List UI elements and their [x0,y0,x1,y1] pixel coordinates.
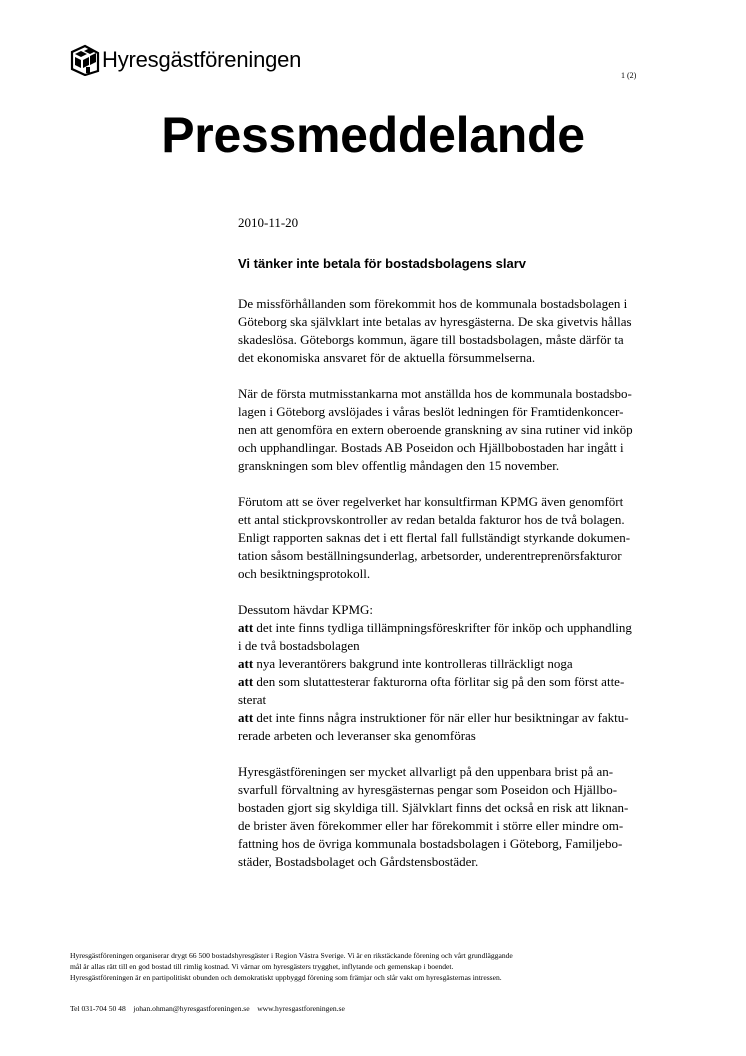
paragraph-3 [238,493,664,583]
att-keyword: att [238,674,254,689]
paragraph-line: nen att genomföra en extern oberoende granskning av sina rutiner vid inköp [238,422,633,437]
paragraph-line: tation såsom beställningsunderlag, arbetsorder, underentreprenörsfakturor [238,548,622,563]
paragraph-line: Göteborg ska självklart inte betalas av hyresgästerna. De ska givetvis hållas [238,314,632,329]
att-keyword: att [238,656,254,671]
headline: Vi tänker inte betala för bostadsbolagens slarv [238,256,527,271]
footer-line: Hyresgästföreningen organiserar drygt 66 500 bostadshyresgäster i Region Västra Sverige. Vi är en rikstäckande förening och vårt grundläggande [70,951,513,960]
paragraph-line: ett antal stickprovskontroller av redan betalda fakturor hos de två bolagen. [238,512,625,527]
paragraph-line: lagen i Göteborg avslöjades i våras beslöt ledningen för Framtidenkoncer- [238,404,624,419]
paragraph-line: och upphandlingar. Bostads AB Poseidon och Hjällbobostaden har ingått i [238,440,624,455]
footer-contact [70,1004,345,1013]
email-link[interactable]: johan.ohman@hyresgastforeningen.se [133,1004,250,1013]
paragraph-4 [238,763,664,871]
list-item: att det inte finns tydliga tillämpningsföreskrifter för inköp och upphandling [238,620,632,635]
paragraph-2 [238,385,664,475]
att-keyword: att [238,620,254,635]
paragraph-line: de brister även förekommer eller har förekommit i större eller mindre om- [238,818,624,833]
press-release-body [238,214,664,889]
list-item: att den som slutattesterar fakturorna ofta förlitar sig på den som först atte- [238,674,625,689]
list-intro: Dessutom hävdar KPMG: [238,602,374,617]
paragraph-line: och besiktningsprotokoll. [238,566,371,581]
paragraph-line: Enligt rapporten saknas det i ett flertal fall fullständigt styrkande dokumen- [238,530,631,545]
paragraph-1 [238,295,664,367]
paragraph-line: det ekonomiska ansvaret för de aktuella försummelserna. [238,350,536,365]
logo [70,44,301,76]
page-title: Pressmeddelande [161,107,585,163]
paragraph-line: granskningen som blev offentlig måndagen den 15 november. [238,458,560,473]
paragraph-line: De missförhållanden som förekommit hos de kommunala bostadsbolagen i [238,296,628,311]
list-item-continuation: i de två bostadsbolagen [238,638,360,653]
logo-text: Hyresgästföreningen [102,47,302,72]
paragraph-line: svarfull förvaltning av hyresgästernas pengar som Poseidon och Hjällbo- [238,782,618,797]
house-logo-icon [70,44,100,76]
kpmg-findings-list [238,601,664,745]
list-item: att det inte finns några instruktioner för när eller hur besiktningar av faktu- [238,710,629,725]
paragraph-line: städer, Bostadsbolaget och Gårdstensbostäder. [238,854,479,869]
phone-number: Tel 031-704 50 48 [70,1004,126,1013]
footer-line: Hyresgästföreningen är en partipolitiskt obunden och demokratiskt uppbyggd förening som främjar och slår vakt om hyresgästernas intressen. [70,973,502,982]
paragraph-line: Hyresgästföreningen ser mycket allvarligt på den uppenbara brist på an- [238,764,614,779]
list-item: att nya leverantörers bakgrund inte kontrolleras tillräckligt noga [238,656,573,671]
website-link[interactable]: www.hyresgastforeningen.se [257,1004,345,1013]
paragraph-line: fattning hos de övriga kommunala bostadsbolagen i Göteborg, Familjebo- [238,836,623,851]
paragraph-line: bostaden gjort sig skyldiga till. Självklart finns det också en risk att liknan- [238,800,629,815]
att-keyword: att [238,710,254,725]
list-item-continuation: rerade arbeten och leveranser ska genomföras [238,728,476,743]
paragraph-line: När de första mutmisstankarna mot anställda hos de kommunala bostadsbo- [238,386,632,401]
footer-about [70,950,670,983]
paragraph-line: Förutom att se över regelverket har konsultfirman KPMG även genomfört [238,494,624,509]
release-date: 2010-11-20 [238,215,299,230]
page-number: 1 (2) [621,71,637,80]
paragraph-line: skadeslösa. Göteborgs kommun, ägare till bostadsbolagen, måste därför ta [238,332,624,347]
footer-line: mål är allas rätt till en god bostad till rimlig kostnad. Vi värnar om hyresgästers trygghet, inflytande och gemenskap i boendet. [70,962,454,971]
list-item-continuation: sterat [238,692,267,707]
